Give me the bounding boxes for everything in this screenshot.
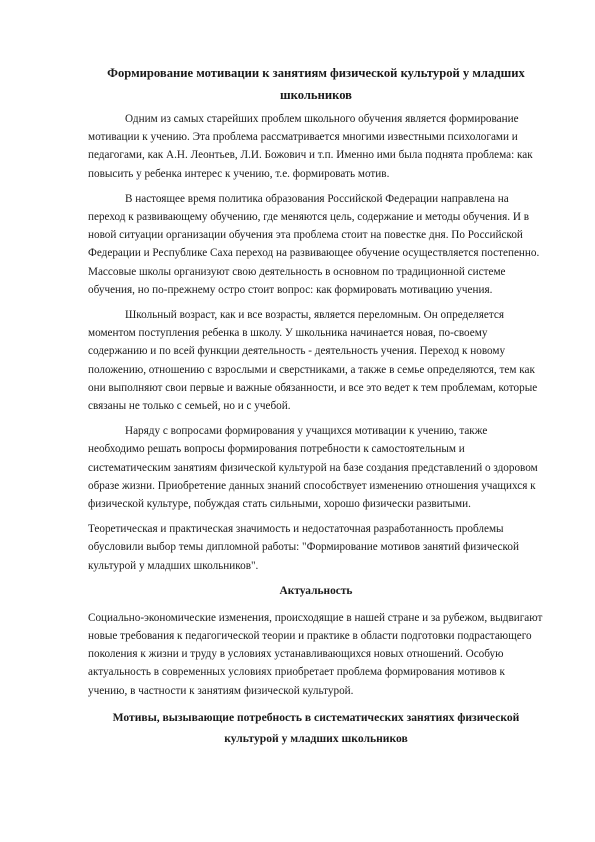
paragraph-school-age: Школьный возраст, как и все возрасты, является переломным. Он определяется моментом поступления ребенка в школу. У школьника начинается новая, по-своему содержанию и по всей функции деятельность - деятельность учения. Переход к новому положению, отношению с взрослыми и сверстниками, а также в семье определяются, тем как они выполняют свои первые и важные обязанности, и все это ведет к тем проблемам, которые связаны не только с семьей, но и с учебой. (88, 309, 538, 413)
paragraph-education-policy: В настоящее время политика образования Российской Федерации направлена на переход к развивающему обучению, где меняются цель, содержание и методы обучения. И в новой ситуации организации обучения эта проблема стоит на повестке дня. По Российской Федерации и Республике Саха переход на развивающее обучение осуществляется постепенно. Массовые школы организуют свою деятельность в основном по традиционной системе обучения, но по-прежнему остро стоит вопрос: как формировать мотивацию учения. (88, 192, 540, 296)
paragraph-intro: Одним из самых старейших проблем школьного обучения является формирование мотивации к учению. Эта проблема рассматривается многими известными психологами и педагогами, как А.Н. Леонтьев, Л.И. Божович и т.п. Именно ими была поднята проблема: как повысить у ребенка интерес к учению, т.е. формировать мотив. (88, 113, 533, 180)
document-page (88, 62, 544, 749)
section-heading-motives: Мотивы, вызывающие потребность в систематических занятиях физической культурой у младших школьников (112, 710, 520, 745)
document-title: Формирование мотивации к занятиям физической культурой у младших школьников (107, 66, 525, 102)
paragraph-relevance: Социально-экономические изменения, происходящие в нашей стране и за рубежом, выдвигают новые требования к педагогической теории и практике в области подготовки подрастающего поколения к жизни и труду в условиях устанавливающихся новых отношений. Особую актуальность в современных условиях приобретает проблема формирования мотивов к учению, в частности к занятиям физической культурой. (88, 611, 543, 697)
section-heading-relevance: Актуальность (279, 584, 353, 597)
paragraph-physical-culture: Наряду с вопросами формирования у учащихся мотивации к учению, также необходимо решать вопросы формирования потребности к самостоятельным и систематическим занятиям физической культурой на базе создания представлений о здоровом образе жизни. Приобретение данных знаний способствует изменению отношения учащихся к физической культуре, побуждая стать сильными, хорошо физически развитыми. (88, 425, 538, 511)
paragraph-thesis-topic: Теоретическая и практическая значимость и недостаточная разработанность проблемы обусловили выбор темы дипломной работы: "Формирование мотивов занятий физической культурой у младших школьников". (88, 523, 519, 572)
